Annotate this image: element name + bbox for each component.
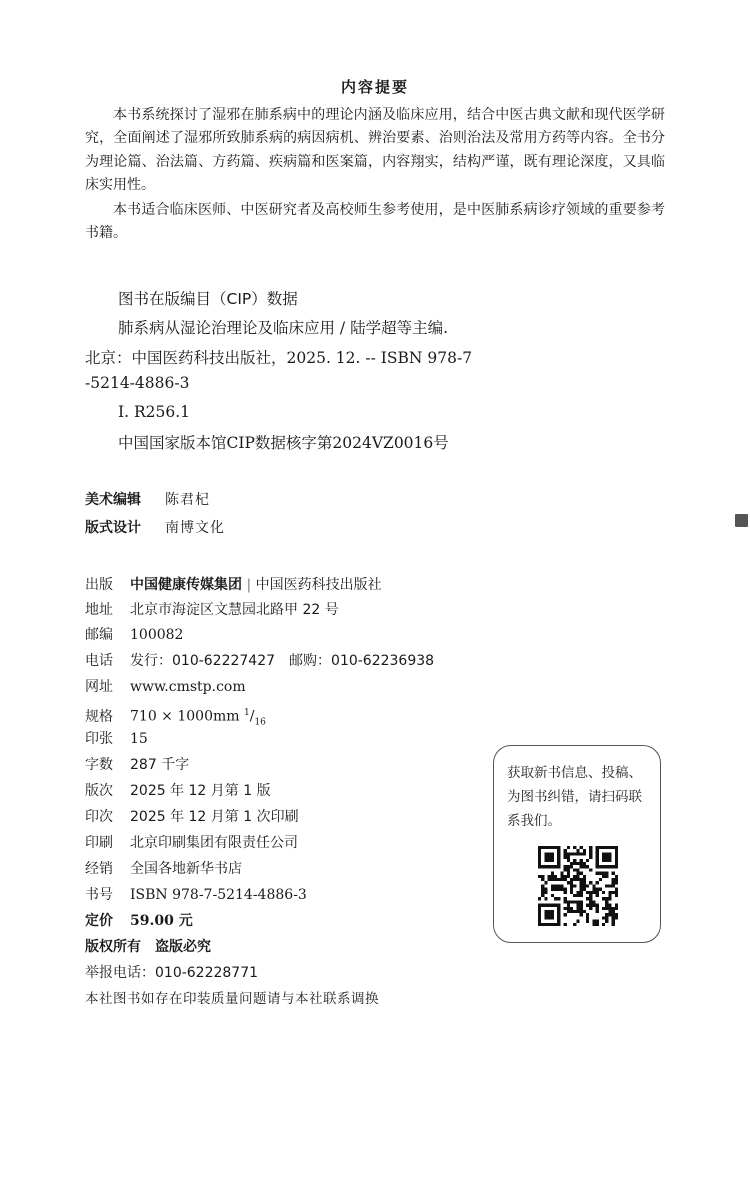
info-phone xyxy=(85,648,434,674)
info-copyright: 版权所有 盗版必究 xyxy=(85,939,211,955)
info-printer xyxy=(85,830,298,856)
info-publisher-group: 中国健康传媒集团 xyxy=(130,577,242,593)
info-format-frac-num: 1 xyxy=(244,708,250,718)
info-edition-label: 版次 xyxy=(85,783,113,799)
info-words xyxy=(85,752,189,778)
credit-layout-value: 南博文化 xyxy=(165,520,225,536)
info-printing-value: 2025 年 12 月第 1 次印刷 xyxy=(130,809,299,825)
info-printer-value: 北京印刷集团有限责任公司 xyxy=(130,835,298,851)
info-price-value: 59.00 元 xyxy=(130,913,193,929)
qr-text: 获取新书信息、投稿、为图书纠错，请扫码联系我们。 xyxy=(507,765,642,829)
qr-code-icon[interactable] xyxy=(538,846,618,926)
info-sheets-label: 印张 xyxy=(85,731,113,747)
summary-title: 内容提要 xyxy=(340,78,409,96)
cip-line-record: 中国国家版本馆CIP数据核字第2024VZ0016号 xyxy=(118,434,449,452)
info-quality-note: 本社图书如存在印装质量问题请与本社联系调换 xyxy=(85,991,379,1007)
info-edition xyxy=(85,778,271,804)
info-printing-label: 印次 xyxy=(85,809,113,825)
info-address-value: 北京市海淀区文慧园北路甲 22 号 xyxy=(130,602,339,618)
info-sheets xyxy=(85,726,148,752)
info-postcode xyxy=(85,622,183,648)
credit-layout-design xyxy=(85,517,225,537)
info-price-label: 定价 xyxy=(85,913,113,929)
info-format: 规格 710 × 1000mm $^1/_{16}$ xyxy=(85,700,266,726)
info-report-phone: 举报电话：010-62228771 xyxy=(85,965,259,981)
info-isbn-value: ISBN 978-7-5214-4886-3 xyxy=(130,887,307,903)
info-website-value: www.cmstp.com xyxy=(130,679,246,695)
info-dist-label: 经销 xyxy=(85,861,113,877)
credit-layout-label: 版式设计 xyxy=(85,520,141,536)
cip-title: 图书在版编目（CIP）数据 xyxy=(118,290,298,308)
side-mark-block-icon xyxy=(735,514,748,527)
info-price xyxy=(85,908,193,934)
side-mark xyxy=(735,514,749,527)
info-words-label: 字数 xyxy=(85,757,113,773)
info-format-value: 710 × 1000mm xyxy=(130,708,240,725)
info-words-value: 287 千字 xyxy=(130,757,190,773)
info-printer-label: 印刷 xyxy=(85,835,113,851)
info-format-frac-den: 16 xyxy=(254,717,266,728)
info-publisher xyxy=(85,572,382,598)
cip-line-publisher: 北京：中国医药科技出版社，2025. 12. -- ISBN 978-7 xyxy=(85,349,473,367)
info-postcode-value: 100082 xyxy=(130,627,184,643)
info-distributor xyxy=(85,856,242,882)
info-postcode-label: 邮编 xyxy=(85,627,113,643)
info-website-label: 网址 xyxy=(85,679,113,695)
info-publisher-name: 中国医药科技出版社 xyxy=(255,577,382,593)
info-edition-value: 2025 年 12 月第 1 版 xyxy=(130,783,271,799)
info-sheets-value: 15 xyxy=(130,731,148,747)
info-format-label: 规格 xyxy=(85,708,113,725)
credit-art-editor xyxy=(85,489,210,509)
info-address xyxy=(85,597,339,623)
cip-line-isbn: -5214-4886-3 xyxy=(85,374,190,392)
credit-art-value: 陈君杞 xyxy=(165,492,210,508)
info-phone-value: 发行：010-62227427 邮购：010-62236938 xyxy=(130,653,435,669)
info-printing xyxy=(85,804,299,830)
info-address-label: 地址 xyxy=(85,602,113,618)
cip-line-class: Ⅰ. R256.1 xyxy=(118,403,191,421)
info-dist-value: 全国各地新华书店 xyxy=(130,861,242,877)
info-isbn-label: 书号 xyxy=(85,887,113,903)
info-publisher-sep: | xyxy=(246,577,252,593)
info-website xyxy=(85,674,246,700)
info-phone-label: 电话 xyxy=(85,653,113,669)
cip-line-title: 肺系病从湿论治理论及临床应用 / 陆学超等主编. xyxy=(118,319,449,337)
info-publisher-label: 出版 xyxy=(85,577,113,593)
credit-art-label: 美术编辑 xyxy=(85,492,141,508)
summary-paragraph-1: 本书系统探讨了湿邪在肺系病中的理论内涵及临床应用，结合中医古典文献和现代医学研究，全面阐述了湿邪所致肺系病的病因病机、辨治要素、治则治法及常用方药等内容。全书分为理论篇、治法篇、方药篇、疾病篇和医案篇，内容翔实，结构严谨，既有理论深度，又具临床实用性。 xyxy=(85,107,665,194)
summary-paragraph-2: 本书适合临床医师、中医研究者及高校师生参考使用，是中医肺系病诊疗领域的重要参考书籍。 xyxy=(85,202,665,242)
qr-callout xyxy=(493,745,661,943)
info-isbn xyxy=(85,882,307,908)
